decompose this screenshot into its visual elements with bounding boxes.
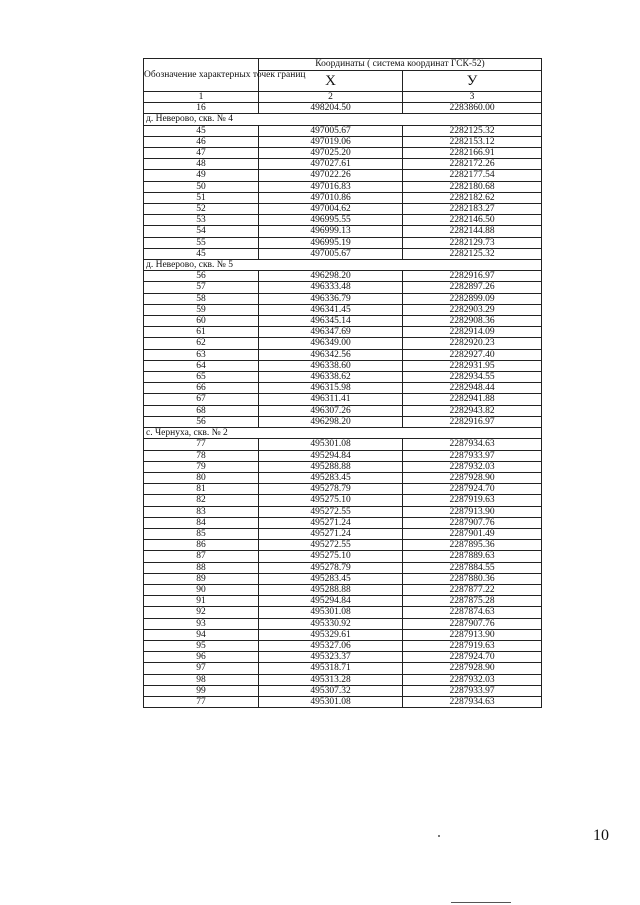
x-coordinate: 495301.08 <box>259 607 403 618</box>
point-number: 45 <box>144 248 259 259</box>
y-coordinate: 2287913.90 <box>403 506 542 517</box>
y-coordinate: 2282125.32 <box>403 125 542 136</box>
table-row <box>144 293 542 304</box>
x-coordinate: 498204.50 <box>259 103 403 114</box>
x-coordinate: 495283.45 <box>259 573 403 584</box>
point-number: 51 <box>144 192 259 203</box>
table-row <box>144 528 542 539</box>
y-coordinate: 2282948.44 <box>403 383 542 394</box>
y-coordinate: 2282177.54 <box>403 170 542 181</box>
table-row <box>144 248 542 259</box>
y-coordinate: 2287934.63 <box>403 696 542 707</box>
table-row <box>144 215 542 226</box>
column-number-row <box>144 92 542 103</box>
point-number: 57 <box>144 282 259 293</box>
point-number: 66 <box>144 383 259 394</box>
table-row <box>144 506 542 517</box>
coordinates-table <box>143 58 542 708</box>
table-row <box>144 338 542 349</box>
table-row <box>144 472 542 483</box>
point-number: 47 <box>144 148 259 159</box>
x-coordinate: 495294.84 <box>259 596 403 607</box>
table-row <box>144 663 542 674</box>
point-number: 85 <box>144 528 259 539</box>
coordinates-table-body <box>144 59 542 708</box>
y-coordinate: 2287934.63 <box>403 439 542 450</box>
scan-speck <box>438 835 440 837</box>
x-coordinate: 496345.14 <box>259 316 403 327</box>
header-y: У <box>403 71 542 92</box>
y-coordinate: 2287913.90 <box>403 629 542 640</box>
table-row <box>144 271 542 282</box>
point-number: 65 <box>144 372 259 383</box>
table-row <box>144 629 542 640</box>
point-number: 53 <box>144 215 259 226</box>
table-row <box>144 640 542 651</box>
x-coordinate: 495288.88 <box>259 461 403 472</box>
y-coordinate: 2287907.76 <box>403 517 542 528</box>
header-row <box>144 59 542 71</box>
x-coordinate: 495271.24 <box>259 517 403 528</box>
y-coordinate: 2282166.91 <box>403 148 542 159</box>
x-coordinate: 495275.10 <box>259 495 403 506</box>
point-number: 58 <box>144 293 259 304</box>
x-coordinate: 496336.79 <box>259 293 403 304</box>
section-title: д. Неверово, скв. № 5 <box>144 260 542 271</box>
y-coordinate: 2282927.40 <box>403 349 542 360</box>
point-number: 16 <box>144 103 259 114</box>
header-coordinates: Координаты ( система координат ГСК-52) <box>259 59 542 71</box>
x-coordinate: 495318.71 <box>259 663 403 674</box>
section-title: д. Неверово, скв. № 4 <box>144 114 542 125</box>
y-coordinate: 2283860.00 <box>403 103 542 114</box>
y-coordinate: 2282931.95 <box>403 360 542 371</box>
x-coordinate: 495278.79 <box>259 562 403 573</box>
x-coordinate: 495278.79 <box>259 484 403 495</box>
scan-edge-mark <box>451 902 511 903</box>
point-number: 67 <box>144 394 259 405</box>
point-number: 78 <box>144 450 259 461</box>
x-coordinate: 497025.20 <box>259 148 403 159</box>
point-number: 60 <box>144 316 259 327</box>
x-coordinate: 495283.45 <box>259 472 403 483</box>
table-row <box>144 607 542 618</box>
point-number: 93 <box>144 618 259 629</box>
table-row <box>144 204 542 215</box>
point-number: 89 <box>144 573 259 584</box>
table-row <box>144 584 542 595</box>
point-number: 56 <box>144 271 259 282</box>
point-number: 48 <box>144 159 259 170</box>
point-number: 77 <box>144 696 259 707</box>
y-coordinate: 2287932.03 <box>403 461 542 472</box>
y-coordinate: 2287895.36 <box>403 540 542 551</box>
x-coordinate: 497005.67 <box>259 248 403 259</box>
point-number: 79 <box>144 461 259 472</box>
table-row <box>144 596 542 607</box>
x-coordinate: 495330.92 <box>259 618 403 629</box>
table-row <box>144 696 542 707</box>
y-coordinate: 2282916.97 <box>403 416 542 427</box>
table-row <box>144 360 542 371</box>
point-number: 68 <box>144 405 259 416</box>
x-coordinate: 495313.28 <box>259 674 403 685</box>
x-coordinate: 497027.61 <box>259 159 403 170</box>
x-coordinate: 495301.08 <box>259 696 403 707</box>
y-coordinate: 2282916.97 <box>403 271 542 282</box>
point-number: 94 <box>144 629 259 640</box>
y-coordinate: 2287932.03 <box>403 674 542 685</box>
table-row <box>144 349 542 360</box>
x-coordinate: 497022.26 <box>259 170 403 181</box>
table-row <box>144 416 542 427</box>
x-coordinate: 497004.62 <box>259 204 403 215</box>
point-number: 50 <box>144 181 259 192</box>
y-coordinate: 2287889.63 <box>403 551 542 562</box>
point-number: 83 <box>144 506 259 517</box>
y-coordinate: 2282934.55 <box>403 372 542 383</box>
section-header-row <box>144 260 542 271</box>
table-row <box>144 450 542 461</box>
table-row <box>144 551 542 562</box>
table-row <box>144 573 542 584</box>
table-row <box>144 226 542 237</box>
point-number: 62 <box>144 338 259 349</box>
column-number-3: 3 <box>403 92 542 103</box>
table-row <box>144 103 542 114</box>
table-row <box>144 517 542 528</box>
x-coordinate: 495323.37 <box>259 652 403 663</box>
point-number: 99 <box>144 685 259 696</box>
x-coordinate: 495272.55 <box>259 540 403 551</box>
column-number-1: 1 <box>144 92 259 103</box>
point-number: 64 <box>144 360 259 371</box>
table-row <box>144 439 542 450</box>
y-coordinate: 2282144.88 <box>403 226 542 237</box>
table-row <box>144 618 542 629</box>
point-number: 95 <box>144 640 259 651</box>
x-coordinate: 495329.61 <box>259 629 403 640</box>
table-row <box>144 125 542 136</box>
y-coordinate: 2282899.09 <box>403 293 542 304</box>
table-row <box>144 136 542 147</box>
x-coordinate: 496307.26 <box>259 405 403 416</box>
table-row <box>144 192 542 203</box>
x-coordinate: 496999.13 <box>259 226 403 237</box>
table-row <box>144 304 542 315</box>
table-row <box>144 674 542 685</box>
y-coordinate: 2282172.26 <box>403 159 542 170</box>
table-row <box>144 327 542 338</box>
table-row <box>144 383 542 394</box>
x-coordinate: 495301.08 <box>259 439 403 450</box>
point-number: 61 <box>144 327 259 338</box>
y-coordinate: 2282897.26 <box>403 282 542 293</box>
table-row <box>144 685 542 696</box>
y-coordinate: 2287924.70 <box>403 652 542 663</box>
point-number: 84 <box>144 517 259 528</box>
y-coordinate: 2282125.32 <box>403 248 542 259</box>
point-number: 54 <box>144 226 259 237</box>
x-coordinate: 496298.20 <box>259 271 403 282</box>
point-number: 63 <box>144 349 259 360</box>
x-coordinate: 497010.86 <box>259 192 403 203</box>
y-coordinate: 2282914.09 <box>403 327 542 338</box>
point-number: 49 <box>144 170 259 181</box>
table-row <box>144 405 542 416</box>
point-number: 88 <box>144 562 259 573</box>
point-number: 98 <box>144 674 259 685</box>
x-coordinate: 495275.10 <box>259 551 403 562</box>
x-coordinate: 497016.83 <box>259 181 403 192</box>
y-coordinate: 2282129.73 <box>403 237 542 248</box>
point-number: 46 <box>144 136 259 147</box>
y-coordinate: 2287880.36 <box>403 573 542 584</box>
y-coordinate: 2287901.49 <box>403 528 542 539</box>
point-number: 55 <box>144 237 259 248</box>
point-number: 82 <box>144 495 259 506</box>
x-coordinate: 496315.98 <box>259 383 403 394</box>
table-row <box>144 540 542 551</box>
table-row <box>144 170 542 181</box>
point-number: 90 <box>144 584 259 595</box>
point-number: 52 <box>144 204 259 215</box>
x-coordinate: 496341.45 <box>259 304 403 315</box>
y-coordinate: 2287933.97 <box>403 450 542 461</box>
y-coordinate: 2282182.62 <box>403 192 542 203</box>
y-coordinate: 2287875.28 <box>403 596 542 607</box>
table-row <box>144 461 542 472</box>
table-row <box>144 372 542 383</box>
y-coordinate: 2282903.29 <box>403 304 542 315</box>
x-coordinate: 496349.00 <box>259 338 403 349</box>
y-coordinate: 2287919.63 <box>403 640 542 651</box>
x-coordinate: 496347.69 <box>259 327 403 338</box>
point-number: 59 <box>144 304 259 315</box>
table-row <box>144 159 542 170</box>
y-coordinate: 2287907.76 <box>403 618 542 629</box>
point-number: 86 <box>144 540 259 551</box>
table-row <box>144 282 542 293</box>
y-coordinate: 2287877.22 <box>403 584 542 595</box>
x-coordinate: 495294.84 <box>259 450 403 461</box>
table-row <box>144 237 542 248</box>
x-coordinate: 496338.62 <box>259 372 403 383</box>
y-coordinate: 2282908.36 <box>403 316 542 327</box>
table-row <box>144 148 542 159</box>
column-number-2: 2 <box>259 92 403 103</box>
x-coordinate: 497005.67 <box>259 125 403 136</box>
header-x: X <box>259 71 403 92</box>
y-coordinate: 2287933.97 <box>403 685 542 696</box>
point-number: 96 <box>144 652 259 663</box>
y-coordinate: 2287884.55 <box>403 562 542 573</box>
x-coordinate: 495272.55 <box>259 506 403 517</box>
point-number: 77 <box>144 439 259 450</box>
section-header-row <box>144 114 542 125</box>
table-row <box>144 495 542 506</box>
table-row <box>144 181 542 192</box>
x-coordinate: 497019.06 <box>259 136 403 147</box>
table-row <box>144 562 542 573</box>
x-coordinate: 496311.41 <box>259 394 403 405</box>
x-coordinate: 496995.19 <box>259 237 403 248</box>
y-coordinate: 2282153.12 <box>403 136 542 147</box>
x-coordinate: 495271.24 <box>259 528 403 539</box>
point-number: 56 <box>144 416 259 427</box>
y-coordinate: 2287928.90 <box>403 472 542 483</box>
point-number: 91 <box>144 596 259 607</box>
table-row <box>144 484 542 495</box>
y-coordinate: 2282943.82 <box>403 405 542 416</box>
y-coordinate: 2282180.68 <box>403 181 542 192</box>
section-header-row <box>144 428 542 439</box>
section-title: с. Чернуха, скв. № 2 <box>144 428 542 439</box>
x-coordinate: 495288.88 <box>259 584 403 595</box>
y-coordinate: 2287919.63 <box>403 495 542 506</box>
point-number: 97 <box>144 663 259 674</box>
x-coordinate: 495327.06 <box>259 640 403 651</box>
header-point-designation: Обозначение характерных точек границ <box>144 59 259 92</box>
point-number: 80 <box>144 472 259 483</box>
x-coordinate: 496342.56 <box>259 349 403 360</box>
table-row <box>144 652 542 663</box>
point-number: 87 <box>144 551 259 562</box>
y-coordinate: 2282941.88 <box>403 394 542 405</box>
x-coordinate: 496995.55 <box>259 215 403 226</box>
y-coordinate: 2287924.70 <box>403 484 542 495</box>
x-coordinate: 496338.60 <box>259 360 403 371</box>
table-row <box>144 394 542 405</box>
x-coordinate: 495307.32 <box>259 685 403 696</box>
y-coordinate: 2282146.50 <box>403 215 542 226</box>
table-row <box>144 316 542 327</box>
point-number: 45 <box>144 125 259 136</box>
x-coordinate: 496298.20 <box>259 416 403 427</box>
y-coordinate: 2282920.23 <box>403 338 542 349</box>
y-coordinate: 2287928.90 <box>403 663 542 674</box>
y-coordinate: 2282183.27 <box>403 204 542 215</box>
page-number: 10 <box>593 827 609 844</box>
point-number: 81 <box>144 484 259 495</box>
y-coordinate: 2287874.63 <box>403 607 542 618</box>
x-coordinate: 496333.48 <box>259 282 403 293</box>
point-number: 92 <box>144 607 259 618</box>
